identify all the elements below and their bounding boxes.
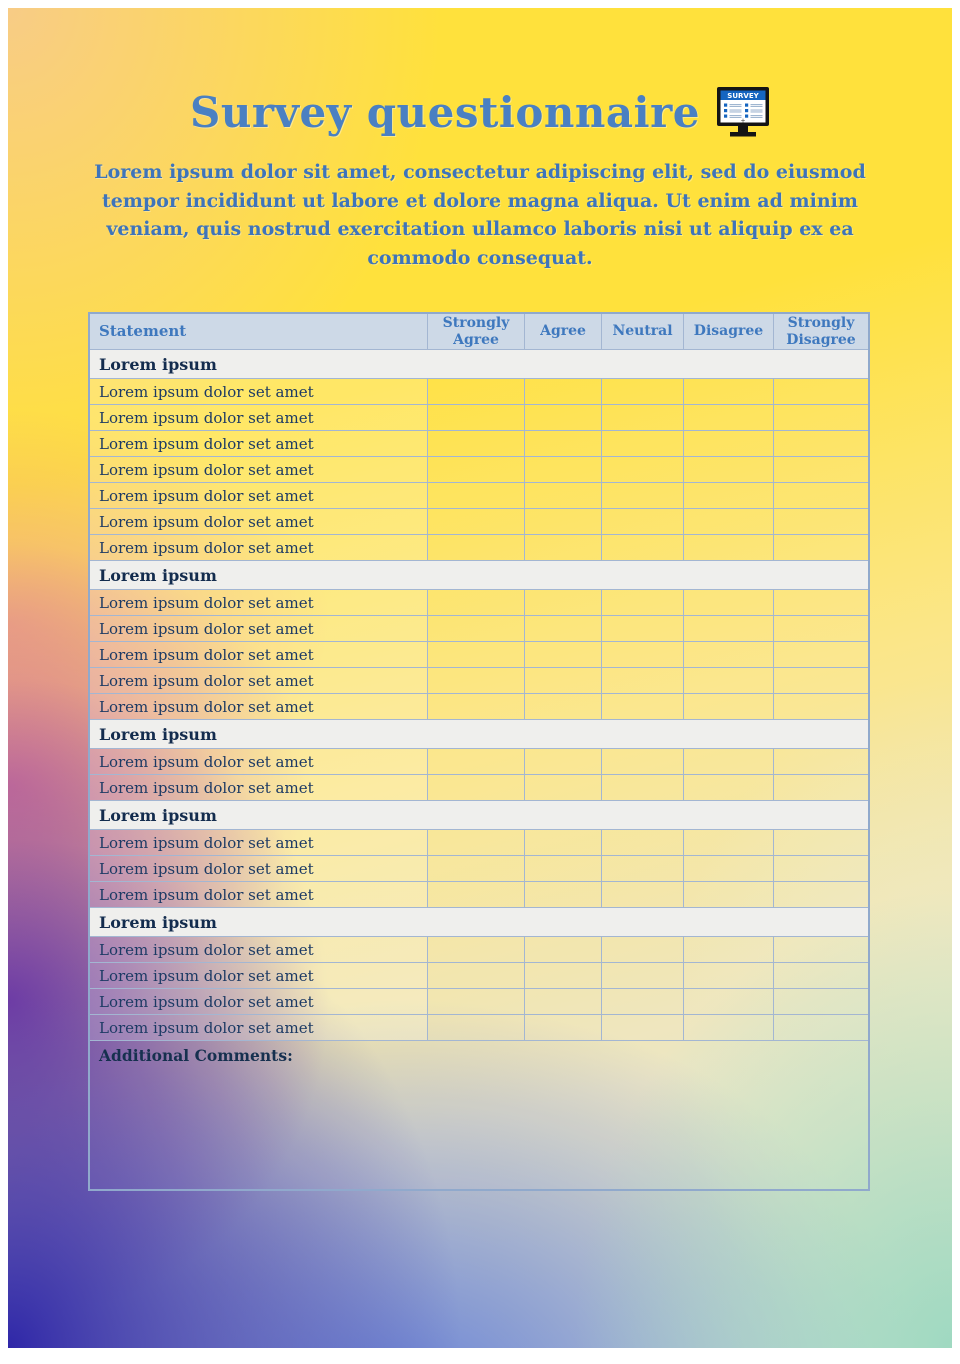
statement-cell: Lorem ipsum dolor set amet <box>90 830 428 856</box>
likert-cell[interactable] <box>602 775 684 801</box>
statement-cell: Lorem ipsum dolor set amet <box>90 616 428 642</box>
likert-cell[interactable] <box>525 1015 602 1041</box>
likert-cell[interactable] <box>774 616 868 642</box>
likert-cell[interactable] <box>684 431 774 457</box>
likert-cell[interactable] <box>525 509 602 535</box>
likert-cell[interactable] <box>428 457 525 483</box>
likert-cell[interactable] <box>684 457 774 483</box>
likert-cell[interactable] <box>774 937 868 963</box>
likert-cell[interactable] <box>428 882 525 908</box>
likert-cell[interactable] <box>525 694 602 720</box>
likert-cell[interactable] <box>684 830 774 856</box>
likert-cell[interactable] <box>774 509 868 535</box>
statement-cell: Lorem ipsum dolor set amet <box>90 668 428 694</box>
likert-cell[interactable] <box>428 642 525 668</box>
likert-cell[interactable] <box>525 830 602 856</box>
likert-cell[interactable] <box>602 989 684 1015</box>
statement-cell: Lorem ipsum dolor set amet <box>90 535 428 561</box>
likert-cell[interactable] <box>525 668 602 694</box>
likert-cell[interactable] <box>774 535 868 561</box>
likert-cell[interactable] <box>428 856 525 882</box>
likert-cell[interactable] <box>525 749 602 775</box>
likert-cell[interactable] <box>602 749 684 775</box>
likert-cell[interactable] <box>774 431 868 457</box>
likert-cell[interactable] <box>602 379 684 405</box>
statement-cell: Lorem ipsum dolor set amet <box>90 937 428 963</box>
statement-cell: Lorem ipsum dolor set amet <box>90 882 428 908</box>
likert-cell[interactable] <box>525 775 602 801</box>
likert-cell[interactable] <box>774 668 868 694</box>
likert-cell[interactable] <box>684 963 774 989</box>
statement-cell: Lorem ipsum dolor set amet <box>90 775 428 801</box>
likert-cell[interactable] <box>428 775 525 801</box>
likert-cell[interactable] <box>684 882 774 908</box>
statement-cell: Lorem ipsum dolor set amet <box>90 642 428 668</box>
likert-cell[interactable] <box>684 405 774 431</box>
likert-cell[interactable] <box>684 856 774 882</box>
page-title: Survey questionnaire <box>190 87 700 137</box>
likert-cell[interactable] <box>525 590 602 616</box>
column-header-disagree: Disagree <box>684 314 774 350</box>
likert-cell[interactable] <box>774 882 868 908</box>
section-header-row: Lorem ipsum <box>90 561 868 590</box>
statement-cell: Lorem ipsum dolor set amet <box>90 1015 428 1041</box>
likert-cell[interactable] <box>684 483 774 509</box>
likert-cell[interactable] <box>602 483 684 509</box>
likert-cell[interactable] <box>774 379 868 405</box>
likert-cell[interactable] <box>428 963 525 989</box>
likert-cell[interactable] <box>774 694 868 720</box>
likert-cell[interactable] <box>684 989 774 1015</box>
likert-cell[interactable] <box>684 379 774 405</box>
likert-cell[interactable] <box>428 749 525 775</box>
likert-cell[interactable] <box>602 856 684 882</box>
likert-cell[interactable] <box>525 856 602 882</box>
likert-cell[interactable] <box>684 535 774 561</box>
likert-cell[interactable] <box>428 1015 525 1041</box>
statement-cell: Lorem ipsum dolor set amet <box>90 483 428 509</box>
likert-cell[interactable] <box>525 616 602 642</box>
likert-cell[interactable] <box>525 431 602 457</box>
statement-cell: Lorem ipsum dolor set amet <box>90 457 428 483</box>
likert-cell[interactable] <box>428 989 525 1015</box>
likert-cell[interactable] <box>774 749 868 775</box>
likert-cell[interactable] <box>525 642 602 668</box>
intro-paragraph: Lorem ipsum dolor sit amet, consectetur adipiscing elit, sed do eiusmod tempor incididunt ut labore et dolore magna aliqua. Ut enim ad minim veniam, quis nostrud exercitation ullamco laboris nisi ut aliquip ex ea commodo consequat. <box>94 161 866 269</box>
likert-cell[interactable] <box>602 830 684 856</box>
likert-cell[interactable] <box>525 405 602 431</box>
likert-cell[interactable] <box>602 963 684 989</box>
likert-cell[interactable] <box>428 509 525 535</box>
statement-cell: Lorem ipsum dolor set amet <box>90 694 428 720</box>
statement-cell: Lorem ipsum dolor set amet <box>90 405 428 431</box>
likert-cell[interactable] <box>525 882 602 908</box>
likert-cell[interactable] <box>684 509 774 535</box>
likert-cell[interactable] <box>602 668 684 694</box>
likert-cell[interactable] <box>684 749 774 775</box>
likert-cell[interactable] <box>602 457 684 483</box>
statement-cell: Lorem ipsum dolor set amet <box>90 590 428 616</box>
column-header-strongly-disagree: Strongly Disagree <box>774 314 868 350</box>
likert-cell[interactable] <box>774 775 868 801</box>
likert-cell[interactable] <box>684 642 774 668</box>
section-header-row: Lorem ipsum <box>90 801 868 830</box>
likert-cell[interactable] <box>684 590 774 616</box>
likert-cell[interactable] <box>525 989 602 1015</box>
likert-cell[interactable] <box>774 989 868 1015</box>
additional-comments-area[interactable]: Additional Comments: <box>90 1041 868 1189</box>
likert-cell[interactable] <box>602 431 684 457</box>
statement-cell: Lorem ipsum dolor set amet <box>90 431 428 457</box>
likert-cell[interactable] <box>428 616 525 642</box>
likert-cell[interactable] <box>428 379 525 405</box>
likert-cell[interactable] <box>774 642 868 668</box>
header <box>8 8 952 138</box>
statement-cell: Lorem ipsum dolor set amet <box>90 856 428 882</box>
column-header-statement: Statement <box>90 314 428 350</box>
survey-table <box>88 312 870 1191</box>
likert-cell[interactable] <box>525 483 602 509</box>
column-header-strongly-agree: Strongly Agree <box>428 314 525 350</box>
icon-screen-label: SURVEY <box>727 92 759 100</box>
likert-cell[interactable] <box>602 1015 684 1041</box>
likert-cell[interactable] <box>428 830 525 856</box>
likert-cell[interactable] <box>428 431 525 457</box>
survey-monitor-icon <box>716 86 770 138</box>
section-header-row: Lorem ipsum <box>90 720 868 749</box>
likert-cell[interactable] <box>684 937 774 963</box>
likert-cell[interactable] <box>428 405 525 431</box>
likert-cell[interactable] <box>684 775 774 801</box>
likert-cell[interactable] <box>774 457 868 483</box>
statement-cell: Lorem ipsum dolor set amet <box>90 749 428 775</box>
likert-cell[interactable] <box>602 642 684 668</box>
likert-cell[interactable] <box>428 694 525 720</box>
likert-cell[interactable] <box>428 590 525 616</box>
likert-cell[interactable] <box>428 535 525 561</box>
likert-cell[interactable] <box>525 963 602 989</box>
likert-cell[interactable] <box>602 616 684 642</box>
column-header-agree: Agree <box>525 314 602 350</box>
likert-cell[interactable] <box>684 616 774 642</box>
likert-cell[interactable] <box>684 668 774 694</box>
likert-cell[interactable] <box>774 963 868 989</box>
statement-cell: Lorem ipsum dolor set amet <box>90 509 428 535</box>
likert-cell[interactable] <box>428 483 525 509</box>
likert-cell[interactable] <box>428 937 525 963</box>
likert-cell[interactable] <box>774 483 868 509</box>
likert-cell[interactable] <box>602 405 684 431</box>
section-header-row: Lorem ipsum <box>90 350 868 379</box>
likert-cell[interactable] <box>774 856 868 882</box>
likert-cell[interactable] <box>428 668 525 694</box>
likert-cell[interactable] <box>684 694 774 720</box>
column-header-neutral: Neutral <box>602 314 684 350</box>
likert-cell[interactable] <box>602 937 684 963</box>
likert-cell[interactable] <box>602 882 684 908</box>
likert-cell[interactable] <box>774 405 868 431</box>
likert-cell[interactable] <box>684 1015 774 1041</box>
likert-cell[interactable] <box>602 590 684 616</box>
likert-cell[interactable] <box>774 830 868 856</box>
likert-cell[interactable] <box>525 379 602 405</box>
section-header-row: Lorem ipsum <box>90 908 868 937</box>
likert-cell[interactable] <box>774 1015 868 1041</box>
svg-text:+: + <box>740 117 746 125</box>
statement-cell: Lorem ipsum dolor set amet <box>90 963 428 989</box>
likert-cell[interactable] <box>525 937 602 963</box>
likert-cell[interactable] <box>602 694 684 720</box>
likert-cell[interactable] <box>525 535 602 561</box>
statement-cell: Lorem ipsum dolor set amet <box>90 379 428 405</box>
survey-page <box>8 8 952 1348</box>
statement-cell: Lorem ipsum dolor set amet <box>90 989 428 1015</box>
likert-cell[interactable] <box>602 535 684 561</box>
likert-cell[interactable] <box>525 457 602 483</box>
likert-cell[interactable] <box>774 590 868 616</box>
likert-cell[interactable] <box>602 509 684 535</box>
